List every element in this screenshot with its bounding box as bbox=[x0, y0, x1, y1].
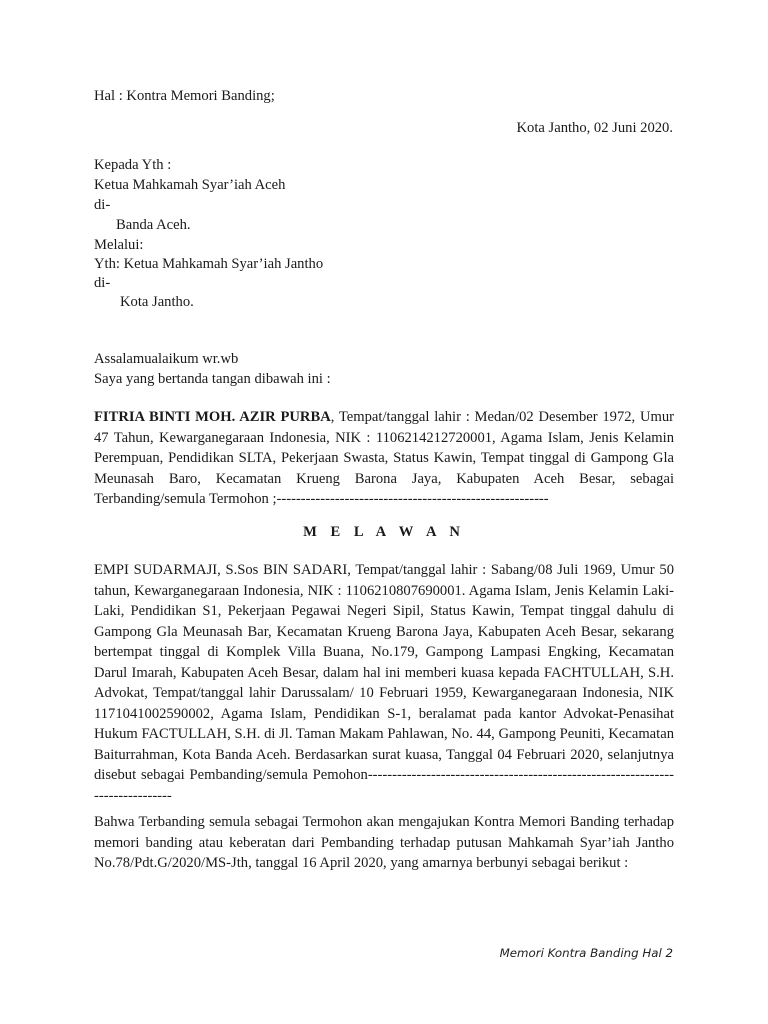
party-one-paragraph bbox=[94, 407, 674, 510]
address-recipient: Ketua Mahkamah Syar’iah Aceh bbox=[94, 177, 286, 193]
intro-line: Saya yang bertanda tangan dibawah ini : bbox=[94, 371, 331, 387]
address-di-1: di- bbox=[94, 197, 111, 213]
address-to: Kepada Yth : bbox=[94, 157, 172, 173]
address-city-1: Banda Aceh. bbox=[116, 217, 191, 233]
party-one-details: , Tempat/tanggal lahir : Medan/02 Desember 1972, Umur 47 Tahun, Kewarganegaraan Indonesia, NIK : 1106214212720001, Agama Islam, Jenis Kelamin Perempuan, Pendidikan SLTA, Pekerjaan Swasta, Status Kawin, Tempat tinggal di Gampong Gla Meunasah Baro, Kecamatan Krueng Barona Jaya, Kabupaten Aceh Besar, sebagai Terbanding/semula Termohon ;-------------------------------------------------------- bbox=[94, 409, 674, 507]
place-date: Kota Jantho, 02 Juni 2020. bbox=[516, 120, 673, 136]
body-paragraph: Bahwa Terbanding semula sebagai Termohon akan mengajukan Kontra Memori Banding terhadap memori banding atau keberatan dari Pembanding terhadap putusan Mahkamah Syar’iah Jantho No.78/Pdt.G/2020/MS-Jth, tanggal 16 April 2020, yang amarnya berbunyi sebagai berikut : bbox=[94, 814, 674, 871]
address-via-recipient: Yth: Ketua Mahkamah Syar’iah Jantho bbox=[94, 256, 324, 272]
greeting: Assalamualaikum wr.wb bbox=[94, 351, 239, 367]
versus-heading: M E L A W A N bbox=[303, 524, 465, 540]
party-two-paragraph: EMPI SUDARMAJI, S.Sos BIN SADARI, Tempat/tanggal lahir : Sabang/08 Juli 1969, Umur 50 tahun, Kewarganegaraan Indonesia, NIK : 1106210807690001. Agama Islam, Jenis Kelamin Laki-Laki, Pendidikan S1, Pekerjaan Pegawai Negeri Sipil, Status Kawin, Tempat tinggal dahulu di Gampong Gla Meunasah Bar, Kecamatan Krueng Barona Jaya, Kabupaten Aceh Besar, sekarang bertempat tinggal di Komplek Villa Buana, No.179, Gampong Lampasi Engking, Kecamatan Darul Imarah, Kabupaten Aceh Besar, dalam hal ini memberi kuasa kepada FACHTULLAH, S.H. Advokat, Tempat/tanggal lahir Darussalam/ 10 Februari 1959, Kewarganegaraan Indonesia, NIK 1171041002590002, Agama Islam, Pendidikan S-1, beralamat pada kantor Advokat-Penasihat Hukum FACTULLAH, S.H. di Jl. Taman Makam Pahlawan, No. 44, Gampong Peuniti, Kecamatan Baiturrahman, Kota Banda Aceh. Berdasarkan surat kuasa, Tanggal 04 Februari 2020, selanjutnya disebut sebagai Pembanding/semula Pemohon------------------------------------------------------------------------------- bbox=[94, 562, 674, 804]
party-one-name: FITRIA BINTI MOH. AZIR PURBA bbox=[94, 409, 331, 425]
subject-line: Hal : Kontra Memori Banding; bbox=[94, 88, 275, 104]
address-via: Melalui: bbox=[94, 237, 144, 253]
address-city-2: Kota Jantho. bbox=[120, 294, 194, 310]
address-di-2: di- bbox=[94, 275, 111, 291]
page-footer: Memori Kontra Banding Hal 2 bbox=[499, 946, 673, 960]
